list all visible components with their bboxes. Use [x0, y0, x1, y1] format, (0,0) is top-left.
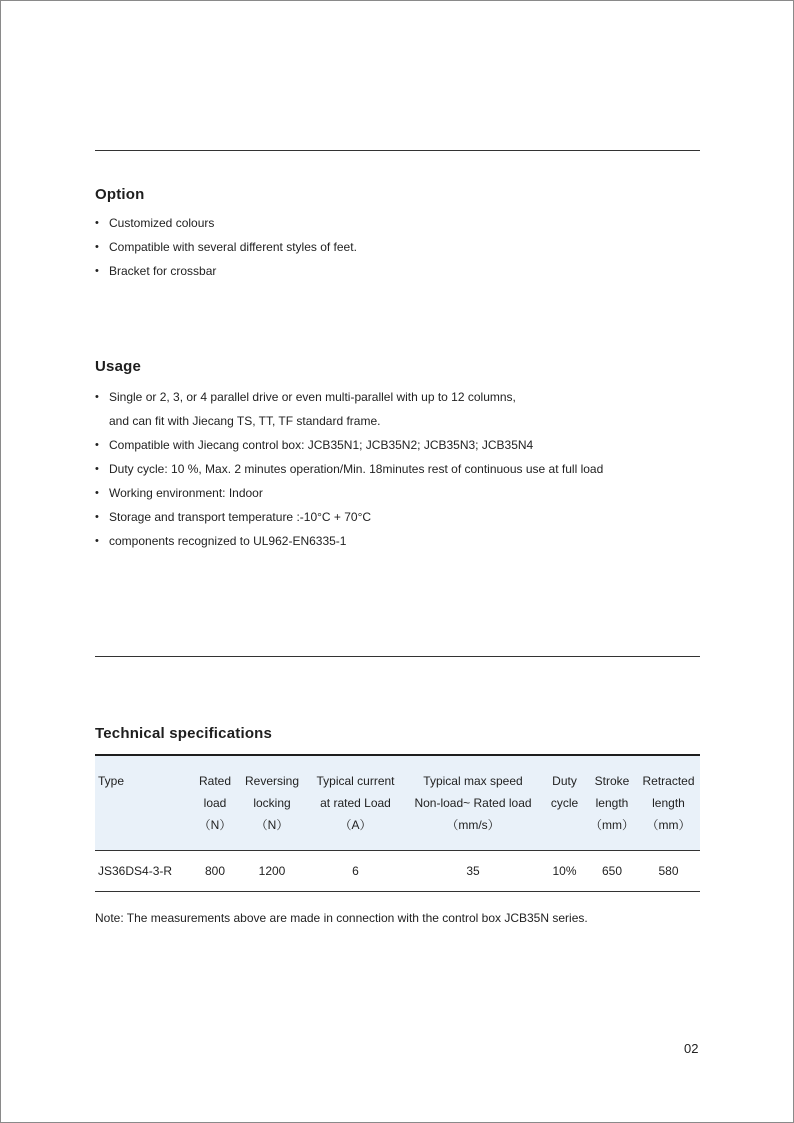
col-header-duty-cycle: Duty cycle — [542, 755, 587, 851]
col-header-max-speed: Typical max speed Non-load~ Rated load （mm/s） — [404, 755, 542, 851]
list-item: • Duty cycle: 10 %, Max. 2 minutes operation/Min. 18minutes rest of continuous use at full load — [95, 457, 603, 481]
cell-reversing-locking: 1200 — [237, 851, 307, 892]
option-heading: Option — [95, 186, 145, 203]
col-header-stroke-length: Stroke length （mm） — [587, 755, 637, 851]
cell-duty-cycle: 10% — [542, 851, 587, 892]
cell-typical-current: 6 — [307, 851, 404, 892]
cell-stroke-length: 650 — [587, 851, 637, 892]
bullet-icon: • — [95, 265, 99, 277]
col-header-type: Type — [95, 755, 193, 851]
specs-table — [95, 754, 700, 892]
list-item: • Storage and transport temperature :-10°C + 70°C — [95, 505, 603, 529]
bullet-icon: • — [95, 535, 99, 547]
bullet-icon: • — [95, 391, 99, 403]
page-number: 02 — [684, 1041, 699, 1056]
option-list — [95, 211, 357, 283]
table-row — [95, 851, 700, 892]
list-item: • Working environment: Indoor — [95, 481, 603, 505]
list-item: • components recognized to UL962-EN6335-1 — [95, 529, 603, 553]
cell-max-speed: 35 — [404, 851, 542, 892]
bullet-icon: • — [95, 439, 99, 451]
list-item: • Compatible with Jiecang control box: JCB35N1; JCB35N2; JCB35N3; JCB35N4 — [95, 433, 603, 457]
bullet-icon: • — [95, 487, 99, 499]
usage-list — [95, 385, 603, 553]
bullet-icon: • — [95, 463, 99, 475]
list-item: • Compatible with several different styles of feet. — [95, 235, 357, 259]
col-header-reversing-locking: Reversing locking （N） — [237, 755, 307, 851]
col-header-rated-load: Rated load （N） — [193, 755, 237, 851]
bullet-icon: • — [95, 511, 99, 523]
top-divider — [95, 150, 700, 151]
cell-type: JS36DS4-3-R — [95, 851, 193, 892]
col-header-typical-current: Typical current at rated Load （A） — [307, 755, 404, 851]
bullet-icon: • — [95, 241, 99, 253]
col-header-retracted-length: Retracted length （mm） — [637, 755, 700, 851]
bullet-icon: • — [95, 217, 99, 229]
cell-retracted-length: 580 — [637, 851, 700, 892]
middle-divider — [95, 656, 700, 657]
specs-heading: Technical specifications — [95, 725, 273, 742]
list-item: • Single or 2, 3, or 4 parallel drive or even multi-parallel with up to 12 columns, and can fit with Jiecang TS, TT, TF standard frame. — [95, 385, 603, 433]
usage-heading: Usage — [95, 358, 142, 375]
list-item: • Bracket for crossbar — [95, 259, 357, 283]
specs-table-header — [95, 755, 700, 851]
cell-rated-load: 800 — [193, 851, 237, 892]
footnote: Note: The measurements above are made in connection with the control box JCB35N series. — [95, 911, 588, 925]
list-item: • Customized colours — [95, 211, 357, 235]
